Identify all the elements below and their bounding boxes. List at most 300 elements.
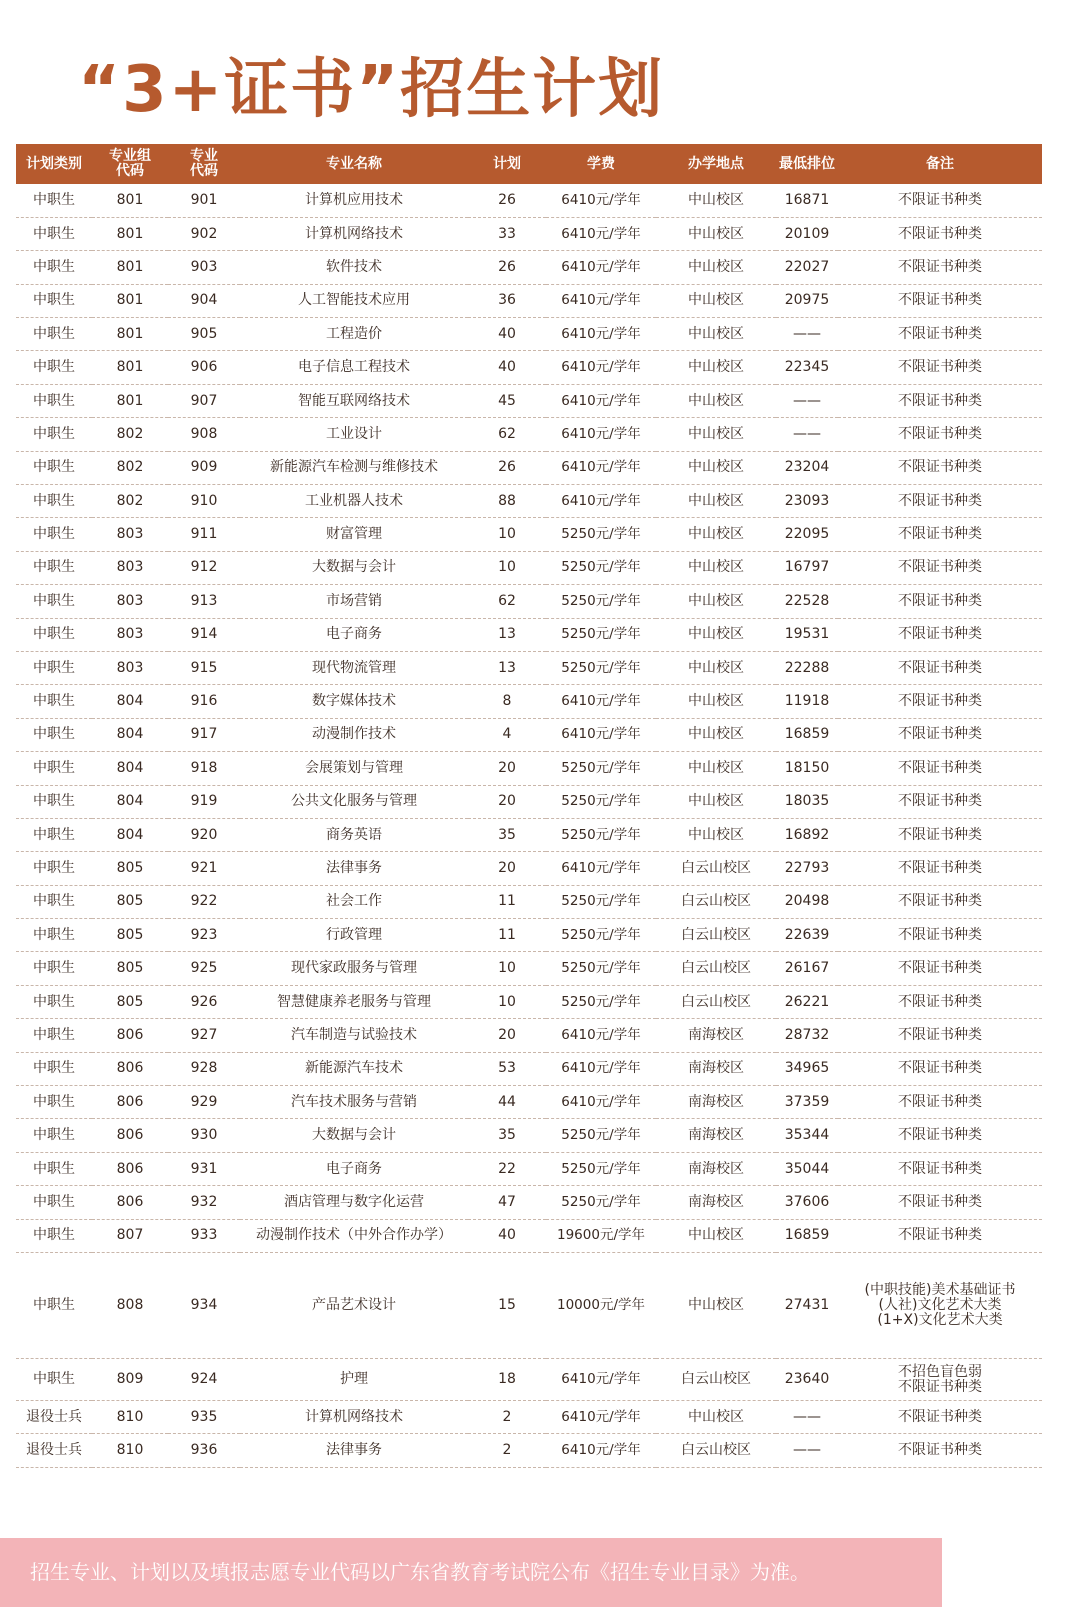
cell-category: 中职生 <box>16 1359 92 1401</box>
cell-plan: 62 <box>468 418 546 451</box>
cell-major-code: 924 <box>168 1359 240 1401</box>
cell-remark: 不限证书种类 <box>838 351 1042 384</box>
cell-min-rank: 20109 <box>776 217 838 250</box>
cell-fee: 6410元/学年 <box>546 1052 656 1085</box>
cell-fee: 6410元/学年 <box>546 284 656 317</box>
cell-min-rank: 22793 <box>776 852 838 885</box>
cell-major-name: 公共文化服务与管理 <box>240 785 468 818</box>
cell-major-code: 932 <box>168 1186 240 1219</box>
cell-major-name: 智能互联网络技术 <box>240 384 468 417</box>
cell-location: 南海校区 <box>656 1019 776 1052</box>
table-row <box>16 1119 1042 1152</box>
cell-group-code: 806 <box>92 1086 168 1119</box>
cell-major-code: 903 <box>168 251 240 284</box>
cell-major-code: 934 <box>168 1253 240 1359</box>
cell-remark: 不限证书种类 <box>838 217 1042 250</box>
cell-min-rank: 37606 <box>776 1186 838 1219</box>
header-location: 办学地点 <box>656 144 776 184</box>
cell-category: 中职生 <box>16 184 92 217</box>
table-row <box>16 318 1042 351</box>
table-row <box>16 351 1042 384</box>
cell-fee: 5250元/学年 <box>546 919 656 952</box>
table-row <box>16 1086 1042 1119</box>
cell-plan: 2 <box>468 1434 546 1467</box>
cell-min-rank: 28732 <box>776 1019 838 1052</box>
cell-category: 中职生 <box>16 718 92 751</box>
cell-fee: 6410元/学年 <box>546 451 656 484</box>
cell-major-name: 市场营销 <box>240 585 468 618</box>
cell-major-name: 行政管理 <box>240 919 468 952</box>
cell-major-code: 901 <box>168 184 240 217</box>
cell-plan: 20 <box>468 752 546 785</box>
table-row <box>16 384 1042 417</box>
cell-major-code: 908 <box>168 418 240 451</box>
table-row <box>16 818 1042 851</box>
table-row <box>16 885 1042 918</box>
cell-location: 南海校区 <box>656 1186 776 1219</box>
cell-group-code: 805 <box>92 885 168 918</box>
cell-remark: 不限证书种类 <box>838 585 1042 618</box>
cell-remark: 不限证书种类 <box>838 384 1042 417</box>
cell-major-code: 913 <box>168 585 240 618</box>
cell-min-rank: —— <box>776 418 838 451</box>
cell-remark: 不限证书种类 <box>838 184 1042 217</box>
cell-major-code: 909 <box>168 451 240 484</box>
cell-major-name: 计算机网络技术 <box>240 1401 468 1434</box>
cell-min-rank: 18150 <box>776 752 838 785</box>
cell-min-rank: 26221 <box>776 985 838 1018</box>
cell-min-rank: 23093 <box>776 485 838 518</box>
cell-fee: 6410元/学年 <box>546 1086 656 1119</box>
cell-major-name: 大数据与会计 <box>240 551 468 584</box>
cell-major-name: 产品艺术设计 <box>240 1253 468 1359</box>
cell-min-rank: 16859 <box>776 1219 838 1252</box>
cell-location: 中山校区 <box>656 251 776 284</box>
cell-fee: 6410元/学年 <box>546 1019 656 1052</box>
cell-category: 中职生 <box>16 1119 92 1152</box>
cell-fee: 6410元/学年 <box>546 384 656 417</box>
cell-plan: 40 <box>468 351 546 384</box>
cell-remark: 不限证书种类 <box>838 1186 1042 1219</box>
cell-major-code: 928 <box>168 1052 240 1085</box>
table-row <box>16 1253 1042 1359</box>
cell-major-code: 927 <box>168 1019 240 1052</box>
cell-fee: 6410元/学年 <box>546 318 656 351</box>
cell-group-code: 805 <box>92 985 168 1018</box>
cell-group-code: 804 <box>92 685 168 718</box>
cell-location: 中山校区 <box>656 718 776 751</box>
cell-group-code: 804 <box>92 752 168 785</box>
cell-min-rank: —— <box>776 1401 838 1434</box>
cell-plan: 45 <box>468 384 546 417</box>
cell-min-rank: 18035 <box>776 785 838 818</box>
cell-group-code: 810 <box>92 1434 168 1467</box>
cell-location: 中山校区 <box>656 785 776 818</box>
table-row <box>16 1359 1042 1401</box>
cell-major-name: 电子信息工程技术 <box>240 351 468 384</box>
cell-group-code: 801 <box>92 318 168 351</box>
cell-remark: 不限证书种类 <box>838 685 1042 718</box>
cell-remark: 不限证书种类 <box>838 852 1042 885</box>
cell-category: 中职生 <box>16 818 92 851</box>
cell-location: 中山校区 <box>656 485 776 518</box>
cell-category: 中职生 <box>16 318 92 351</box>
cell-min-rank: 37359 <box>776 1086 838 1119</box>
cell-plan: 15 <box>468 1253 546 1359</box>
cell-location: 白云山校区 <box>656 1359 776 1401</box>
table-row <box>16 184 1042 217</box>
cell-min-rank: —— <box>776 318 838 351</box>
cell-location: 中山校区 <box>656 651 776 684</box>
table-row <box>16 451 1042 484</box>
cell-plan: 35 <box>468 818 546 851</box>
table-row <box>16 919 1042 952</box>
cell-major-code: 905 <box>168 318 240 351</box>
header-group-code: 专业组 代码 <box>92 144 168 184</box>
cell-location: 中山校区 <box>656 351 776 384</box>
cell-plan: 35 <box>468 1119 546 1152</box>
cell-category: 中职生 <box>16 1019 92 1052</box>
cell-group-code: 806 <box>92 1019 168 1052</box>
cell-fee: 6410元/学年 <box>546 485 656 518</box>
cell-min-rank: 22095 <box>776 518 838 551</box>
cell-group-code: 803 <box>92 585 168 618</box>
cell-fee: 5250元/学年 <box>546 651 656 684</box>
cell-category: 中职生 <box>16 284 92 317</box>
cell-fee: 5250元/学年 <box>546 885 656 918</box>
cell-group-code: 806 <box>92 1119 168 1152</box>
cell-category: 中职生 <box>16 852 92 885</box>
cell-major-code: 906 <box>168 351 240 384</box>
cell-major-name: 护理 <box>240 1359 468 1401</box>
cell-remark: 不限证书种类 <box>838 318 1042 351</box>
cell-remark: 不限证书种类 <box>838 785 1042 818</box>
table-header-row <box>16 144 1042 184</box>
cell-category: 中职生 <box>16 551 92 584</box>
table-row <box>16 718 1042 751</box>
cell-category: 中职生 <box>16 919 92 952</box>
cell-fee: 6410元/学年 <box>546 1401 656 1434</box>
cell-group-code: 806 <box>92 1052 168 1085</box>
cell-major-code: 921 <box>168 852 240 885</box>
cell-remark: 不限证书种类 <box>838 418 1042 451</box>
table-row <box>16 618 1042 651</box>
cell-major-code: 914 <box>168 618 240 651</box>
cell-remark: 不限证书种类 <box>838 985 1042 1018</box>
cell-remark: 不限证书种类 <box>838 651 1042 684</box>
cell-major-code: 919 <box>168 785 240 818</box>
cell-fee: 5250元/学年 <box>546 952 656 985</box>
cell-remark: 不限证书种类 <box>838 752 1042 785</box>
table-row <box>16 752 1042 785</box>
cell-major-name: 数字媒体技术 <box>240 685 468 718</box>
cell-min-rank: 22639 <box>776 919 838 952</box>
table-row <box>16 1434 1042 1467</box>
cell-fee: 6410元/学年 <box>546 685 656 718</box>
cell-group-code: 802 <box>92 451 168 484</box>
cell-remark: 不限证书种类 <box>838 1052 1042 1085</box>
cell-location: 中山校区 <box>656 384 776 417</box>
cell-major-name: 计算机网络技术 <box>240 217 468 250</box>
cell-fee: 19600元/学年 <box>546 1219 656 1252</box>
cell-min-rank: 22288 <box>776 651 838 684</box>
cell-remark: 不限证书种类 <box>838 551 1042 584</box>
cell-location: 中山校区 <box>656 752 776 785</box>
cell-plan: 20 <box>468 785 546 818</box>
cell-category: 中职生 <box>16 251 92 284</box>
cell-remark: 不限证书种类 <box>838 251 1042 284</box>
cell-plan: 20 <box>468 1019 546 1052</box>
cell-remark: 不限证书种类 <box>838 1086 1042 1119</box>
table-row <box>16 852 1042 885</box>
cell-group-code: 806 <box>92 1186 168 1219</box>
cell-major-name: 会展策划与管理 <box>240 752 468 785</box>
cell-major-code: 902 <box>168 217 240 250</box>
cell-fee: 6410元/学年 <box>546 351 656 384</box>
cell-fee: 5250元/学年 <box>546 518 656 551</box>
cell-remark: (中职技能)美术基础证书 (人社)文化艺术大类 (1+X)文化艺术大类 <box>838 1253 1042 1359</box>
cell-plan: 10 <box>468 985 546 1018</box>
cell-location: 中山校区 <box>656 585 776 618</box>
cell-category: 中职生 <box>16 685 92 718</box>
cell-remark: 不限证书种类 <box>838 1019 1042 1052</box>
cell-category: 中职生 <box>16 217 92 250</box>
cell-major-name: 智慧健康养老服务与管理 <box>240 985 468 1018</box>
table-body <box>16 184 1042 1467</box>
cell-category: 中职生 <box>16 785 92 818</box>
cell-plan: 47 <box>468 1186 546 1219</box>
cell-major-name: 工业设计 <box>240 418 468 451</box>
cell-category: 中职生 <box>16 1186 92 1219</box>
cell-group-code: 805 <box>92 919 168 952</box>
cell-major-code: 904 <box>168 284 240 317</box>
cell-major-code: 916 <box>168 685 240 718</box>
cell-location: 中山校区 <box>656 818 776 851</box>
table-row <box>16 1219 1042 1252</box>
cell-group-code: 804 <box>92 818 168 851</box>
cell-group-code: 809 <box>92 1359 168 1401</box>
cell-min-rank: 16859 <box>776 718 838 751</box>
cell-location: 中山校区 <box>656 1219 776 1252</box>
cell-plan: 22 <box>468 1152 546 1185</box>
cell-remark: 不限证书种类 <box>838 518 1042 551</box>
cell-min-rank: 22027 <box>776 251 838 284</box>
cell-major-name: 软件技术 <box>240 251 468 284</box>
cell-plan: 44 <box>468 1086 546 1119</box>
cell-major-code: 912 <box>168 551 240 584</box>
cell-category: 中职生 <box>16 985 92 1018</box>
cell-plan: 26 <box>468 451 546 484</box>
cell-fee: 5250元/学年 <box>546 1152 656 1185</box>
cell-major-code: 918 <box>168 752 240 785</box>
cell-major-name: 现代物流管理 <box>240 651 468 684</box>
cell-group-code: 804 <box>92 785 168 818</box>
cell-plan: 88 <box>468 485 546 518</box>
cell-location: 南海校区 <box>656 1086 776 1119</box>
cell-remark: 不限证书种类 <box>838 1219 1042 1252</box>
cell-min-rank: —— <box>776 1434 838 1467</box>
table-row <box>16 284 1042 317</box>
cell-fee: 6410元/学年 <box>546 1359 656 1401</box>
table-row <box>16 485 1042 518</box>
table-row <box>16 418 1042 451</box>
cell-plan: 40 <box>468 318 546 351</box>
cell-fee: 6410元/学年 <box>546 718 656 751</box>
cell-major-name: 汽车技术服务与营销 <box>240 1086 468 1119</box>
cell-major-name: 大数据与会计 <box>240 1119 468 1152</box>
cell-category: 中职生 <box>16 518 92 551</box>
cell-remark: 不限证书种类 <box>838 451 1042 484</box>
cell-location: 中山校区 <box>656 685 776 718</box>
enrollment-plan-table <box>16 144 1042 1468</box>
cell-group-code: 808 <box>92 1253 168 1359</box>
cell-fee: 6410元/学年 <box>546 184 656 217</box>
cell-fee: 6410元/学年 <box>546 418 656 451</box>
cell-major-code: 915 <box>168 651 240 684</box>
cell-location: 中山校区 <box>656 618 776 651</box>
cell-major-code: 930 <box>168 1119 240 1152</box>
cell-min-rank: 20975 <box>776 284 838 317</box>
cell-major-name: 汽车制造与试验技术 <box>240 1019 468 1052</box>
cell-fee: 5250元/学年 <box>546 785 656 818</box>
table-row <box>16 585 1042 618</box>
cell-plan: 4 <box>468 718 546 751</box>
cell-category: 中职生 <box>16 651 92 684</box>
cell-major-name: 工程造价 <box>240 318 468 351</box>
cell-fee: 5250元/学年 <box>546 585 656 618</box>
cell-category: 中职生 <box>16 451 92 484</box>
table-row <box>16 651 1042 684</box>
cell-plan: 13 <box>468 618 546 651</box>
cell-min-rank: 22528 <box>776 585 838 618</box>
cell-group-code: 802 <box>92 485 168 518</box>
cell-fee: 6410元/学年 <box>546 217 656 250</box>
cell-fee: 5250元/学年 <box>546 818 656 851</box>
cell-category: 中职生 <box>16 585 92 618</box>
cell-location: 中山校区 <box>656 418 776 451</box>
cell-plan: 11 <box>468 919 546 952</box>
cell-plan: 10 <box>468 551 546 584</box>
table-row <box>16 1019 1042 1052</box>
cell-category: 中职生 <box>16 384 92 417</box>
cell-group-code: 807 <box>92 1219 168 1252</box>
cell-group-code: 801 <box>92 217 168 250</box>
cell-major-name: 酒店管理与数字化运营 <box>240 1186 468 1219</box>
cell-min-rank: 22345 <box>776 351 838 384</box>
cell-major-code: 933 <box>168 1219 240 1252</box>
cell-plan: 40 <box>468 1219 546 1252</box>
cell-group-code: 803 <box>92 651 168 684</box>
cell-location: 白云山校区 <box>656 985 776 1018</box>
cell-major-name: 人工智能技术应用 <box>240 284 468 317</box>
cell-remark: 不限证书种类 <box>838 885 1042 918</box>
cell-major-name: 动漫制作技术 <box>240 718 468 751</box>
cell-group-code: 803 <box>92 618 168 651</box>
header-fee: 学费 <box>546 144 656 184</box>
cell-major-code: 926 <box>168 985 240 1018</box>
cell-major-code: 929 <box>168 1086 240 1119</box>
cell-group-code: 801 <box>92 384 168 417</box>
cell-group-code: 802 <box>92 418 168 451</box>
cell-category: 中职生 <box>16 1152 92 1185</box>
cell-major-name: 新能源汽车检测与维修技术 <box>240 451 468 484</box>
cell-min-rank: 35344 <box>776 1119 838 1152</box>
cell-plan: 53 <box>468 1052 546 1085</box>
cell-category: 退役士兵 <box>16 1401 92 1434</box>
header-remark: 备注 <box>838 144 1042 184</box>
cell-category: 退役士兵 <box>16 1434 92 1467</box>
table-row <box>16 518 1042 551</box>
cell-plan: 26 <box>468 251 546 284</box>
table-row <box>16 1052 1042 1085</box>
cell-location: 中山校区 <box>656 1253 776 1359</box>
table-row <box>16 952 1042 985</box>
cell-major-code: 907 <box>168 384 240 417</box>
cell-min-rank: 20498 <box>776 885 838 918</box>
cell-category: 中职生 <box>16 418 92 451</box>
cell-plan: 10 <box>468 518 546 551</box>
cell-fee: 6410元/学年 <box>546 1434 656 1467</box>
cell-category: 中职生 <box>16 1219 92 1252</box>
cell-major-code: 936 <box>168 1434 240 1467</box>
cell-plan: 26 <box>468 184 546 217</box>
cell-group-code: 803 <box>92 551 168 584</box>
cell-fee: 5250元/学年 <box>546 1186 656 1219</box>
cell-fee: 6410元/学年 <box>546 251 656 284</box>
cell-major-code: 911 <box>168 518 240 551</box>
cell-major-code: 920 <box>168 818 240 851</box>
cell-remark: 不限证书种类 <box>838 618 1042 651</box>
table-row <box>16 985 1042 1018</box>
cell-remark: 不限证书种类 <box>838 1401 1042 1434</box>
cell-location: 中山校区 <box>656 284 776 317</box>
cell-major-name: 商务英语 <box>240 818 468 851</box>
cell-remark: 不限证书种类 <box>838 919 1042 952</box>
cell-category: 中职生 <box>16 752 92 785</box>
cell-fee: 5250元/学年 <box>546 985 656 1018</box>
table-row <box>16 685 1042 718</box>
cell-major-name: 工业机器人技术 <box>240 485 468 518</box>
cell-major-name: 电子商务 <box>240 1152 468 1185</box>
cell-category: 中职生 <box>16 1253 92 1359</box>
cell-fee: 5250元/学年 <box>546 752 656 785</box>
cell-min-rank: 23640 <box>776 1359 838 1401</box>
cell-location: 白云山校区 <box>656 852 776 885</box>
cell-major-code: 910 <box>168 485 240 518</box>
cell-group-code: 805 <box>92 952 168 985</box>
header-category: 计划类别 <box>16 144 92 184</box>
cell-major-name: 法律事务 <box>240 852 468 885</box>
cell-major-code: 935 <box>168 1401 240 1434</box>
cell-group-code: 801 <box>92 184 168 217</box>
cell-major-name: 新能源汽车技术 <box>240 1052 468 1085</box>
cell-group-code: 806 <box>92 1152 168 1185</box>
cell-location: 白云山校区 <box>656 1434 776 1467</box>
cell-min-rank: 16797 <box>776 551 838 584</box>
cell-location: 白云山校区 <box>656 885 776 918</box>
cell-location: 中山校区 <box>656 217 776 250</box>
cell-group-code: 803 <box>92 518 168 551</box>
cell-group-code: 804 <box>92 718 168 751</box>
cell-location: 中山校区 <box>656 551 776 584</box>
cell-plan: 62 <box>468 585 546 618</box>
cell-remark: 不限证书种类 <box>838 485 1042 518</box>
header-min-rank: 最低排位 <box>776 144 838 184</box>
cell-major-name: 法律事务 <box>240 1434 468 1467</box>
cell-fee: 5250元/学年 <box>546 1119 656 1152</box>
cell-remark: 不限证书种类 <box>838 952 1042 985</box>
cell-plan: 8 <box>468 685 546 718</box>
